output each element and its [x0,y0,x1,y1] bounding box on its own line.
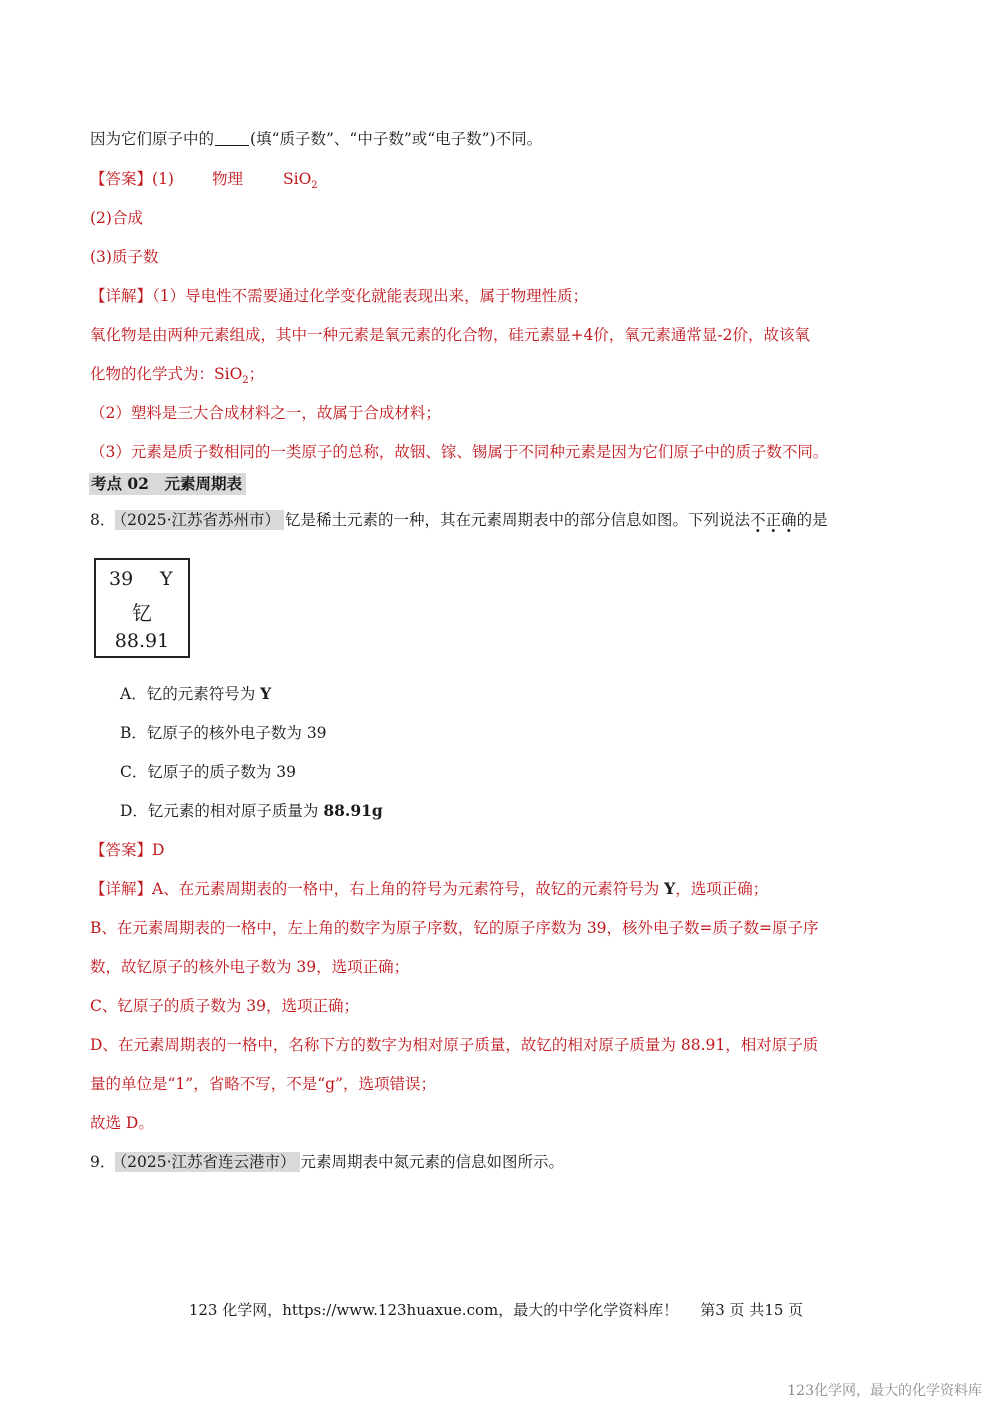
detail-label: 【详解】 [90,287,153,305]
detail-1-line-1: 【详解】（1）导电性不需要通过化学变化就能表现出来，属于物理性质； [90,287,589,305]
option-a: A．钇的元素符号为 Y [120,684,272,703]
answer-label: 【答案】 [90,170,153,188]
option-b: B．钇原子的核外电子数为 39 [120,724,327,742]
detail-8-line-c: C、钇原子的质子数为 39，选项正确； [90,997,360,1015]
watermark: 123化学网，最大的化学资料库 [787,1383,982,1399]
detail-1-line-5: （3）元素是质子数相同的一类原子的总称，故铟、镓、锡属于不同种元素是因为它们原子中的质子数不同。 [90,443,829,461]
detail-label: 【详解】 [90,880,153,898]
question-number: 9． [90,1153,116,1171]
option-d: D．钇元素的相对原子质量为 88.91g [120,801,383,820]
detail-8-line-a: 【详解】A、在元素周期表的一格中，右上角的符号为元素符号，故钇的元素符号为 Y，选项正确； [90,879,769,898]
element-name: 钇 [132,601,152,625]
section-heading: 考点 02 元素周期表 [89,473,246,495]
detail-1-line-2: 氧化物是由两种元素组成，其中一种元素是氧元素的化合物，硅元素显+4价，氧元素通常显-2价，故该氧 [90,326,810,344]
atomic-mass: 88.91 [114,630,170,652]
detail-8-line-b1: B、在元素周期表的一格中，左上角的数字为原子序数，钇的原子序数为 39，核外电子数=质子数=原子序 [90,919,819,937]
element-symbol: Y [160,568,173,590]
atomic-number: 39 [109,568,134,590]
detail-1-line-4: （2）塑料是三大合成材料之一，故属于合成材料； [90,404,441,422]
option-c: C．钇原子的质子数为 39 [120,763,297,781]
answer-label: 【答案】 [90,841,153,859]
detail-8-line-d2: 量的单位是“1”，省略不写，不是“g”，选项错误； [90,1075,436,1093]
page-number: 第3 页 共15 页 [700,1301,804,1319]
emphasis-char: 正 [765,511,782,529]
emphasis-char: 确 [781,511,797,529]
emphasis-char: 不 [750,511,766,529]
detail-8-line-d1: D、在元素周期表的一格中，名称下方的数字为相对原子质量，故钇的相对原子质量为 88.91，相对原子质 [90,1036,819,1054]
answer-1-item-3: (3)质子数 [90,248,159,266]
page-footer [0,1299,992,1320]
question-source-tag: （2025·江苏省连云港市） [115,1152,299,1172]
question-8-stem: 8． （2025·江苏省苏州市） 钇是稀土元素的一种，其在元素周期表中的部分信息如图。下列说法不正确的是 [90,511,828,529]
fill-blank [215,131,249,146]
detail-8-line-b2: 数，故钇原子的核外电子数为 39，选项正确； [90,958,410,976]
footer-site-text: 123 化学网，https://www.123huaxue.com，最大的中学化学资料库！ [188,1301,679,1319]
detail-8-conclusion: 故选 D。 [90,1114,154,1132]
answer-8-line: 【答案】D [90,841,165,859]
question-9-stem: 9． （2025·江苏省连云港市） 元素周期表中氮元素的信息如图所示。 [90,1153,565,1171]
intro-line: 因为它们原子中的 (填“质子数”、“中子数”或“电子数”)不同。 [90,130,543,148]
detail-1-line-3: 化物的化学式为：SiO$_2$； [90,365,265,387]
periodic-table-cell [94,558,190,658]
answer-1-line: 【答案】(1) 物理 SiO$_2$ [90,170,318,192]
question-source-tag: （2025·江苏省苏州市） [115,510,284,530]
question-number: 8． [90,511,116,529]
answer-1-item-2: (2)合成 [90,209,143,227]
